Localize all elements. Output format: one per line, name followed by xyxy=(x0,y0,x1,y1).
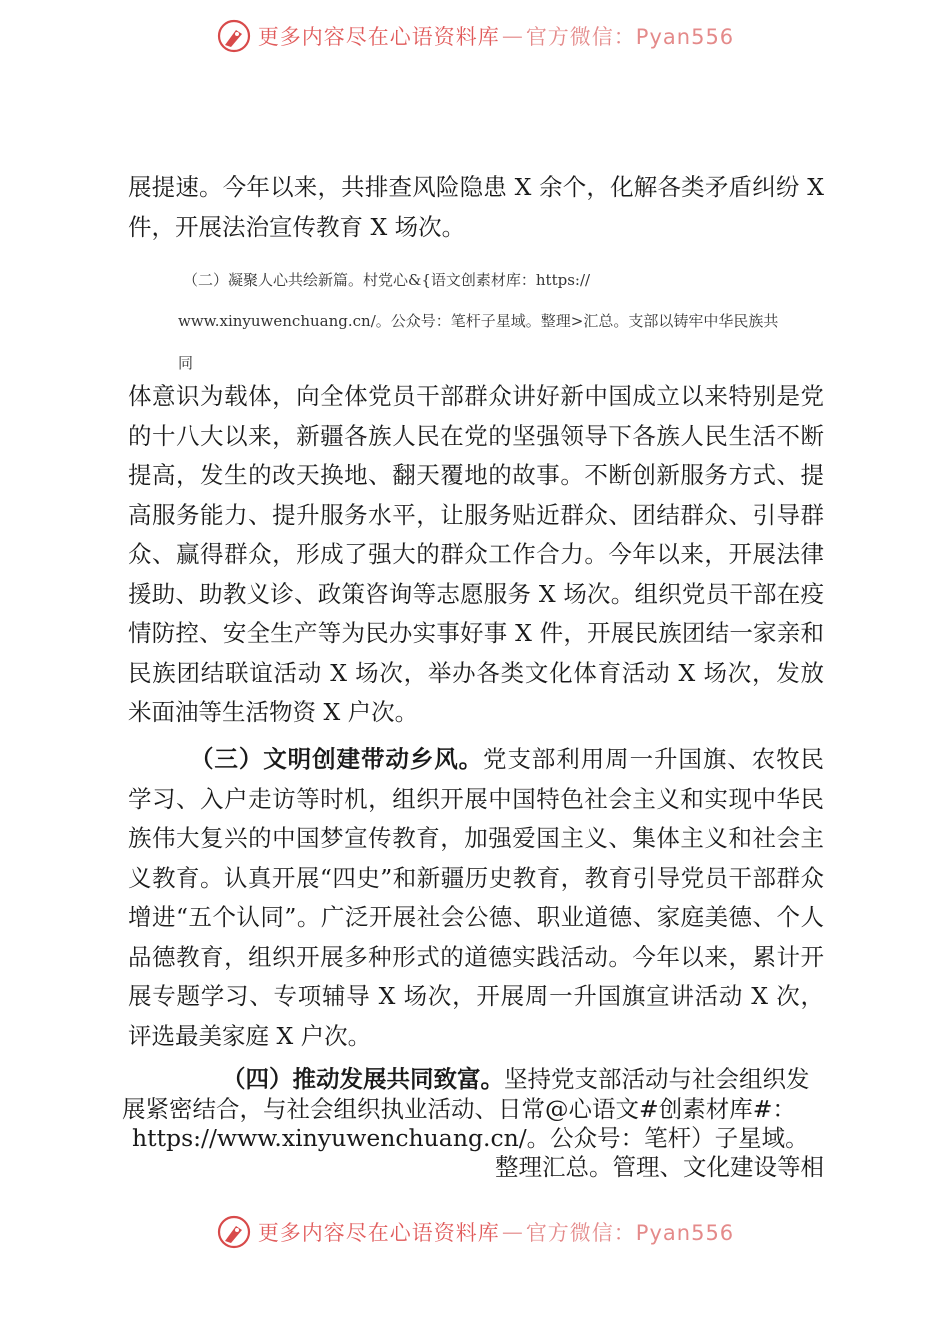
small-line-1: （二）凝聚人心共绘新篇。村党心&{语文创素材库：https:// xyxy=(183,271,591,289)
section-4-line-4: 整理汇总。管理、文化建设等相 xyxy=(495,1153,824,1181)
header-watermark-banner xyxy=(0,16,950,56)
banner-separator: — xyxy=(501,1220,524,1244)
pen-nib-icon xyxy=(216,1214,252,1250)
paragraph-3 xyxy=(128,740,824,1056)
section-3-body: 党支部利用周一升国旗、农牧民学习、入户走访等时机，组织开展中国特色社会主义和实现中华民族伟大复兴的中国梦宣传教育，加强爱国主义、集体主义和社会主义教育。认真开展“四史”和新疆历史教育，教育引导党员干部群众增进“五个认同”。广泛开展社会公德、职业道德、家庭美德、个人品德教育，组织开展多种形式的道德实践活动。今年以来，累计开展专题学习、专项辅导 X 场次，开展周一升国旗宣讲活动 X 次，评选最美家庭 X 户次。 xyxy=(128,745,825,1050)
section-4-line-1-text: 坚持党支部活动与社会组织发 xyxy=(504,1065,810,1093)
banner-separator: — xyxy=(501,24,524,48)
section-4-line-2: 展紧密结合，与社会组织执业活动、日常@心语文#创素材库#： xyxy=(122,1095,796,1123)
pen-nib-icon xyxy=(216,18,252,54)
paragraph-4 xyxy=(122,1064,824,1182)
section-4-line-1 xyxy=(122,1064,824,1095)
section-3-heading: （三）文明创建带动乡风。 xyxy=(190,745,484,773)
banner-wechat: 官方微信：Pyan556 xyxy=(525,1221,735,1245)
small-line-3: 同 xyxy=(178,354,194,372)
section-4-heading: （四）推动发展共同致富。 xyxy=(222,1065,504,1093)
paragraph-2: 体意识为载体，向全体党员干部群众讲好新中国成立以来特别是党的十八大以来，新疆各族人民在党的坚强领导下各族人民生活不断提高，发生的改天换地、翻天覆地的故事。不断创新服务方式、提高服务能力、提升服务水平，让服务贴近群众、团结群众、引导群众、赢得群众，形成了强大的群众工作合力。今年以来，开展法律援助、助教义诊、政策咨询等志愿服务 X 场次。组织党员干部在疫情防控、安全生产等为民办实事好事 X 件，开展民族团结一家亲和民族团结联谊活动 X 场次，举办各类文化体育活动 X 场次，发放米面油等生活物资 X 户次。 xyxy=(128,382,824,726)
footer-watermark-banner xyxy=(0,1212,950,1252)
paragraph-1: 展提速。今年以来，共排查风险隐患 X 余个，化解各类矛盾纠纷 X 件，开展法治宣传教育 X 场次。 xyxy=(128,173,824,241)
banner-text: 更多内容尽在心语资料库 xyxy=(257,1221,500,1245)
banner-wechat: 官方微信：Pyan556 xyxy=(525,25,735,49)
small-line-2: www.xinyuwenchuang.cn/。公众号：笔杆子星域。整理>汇总。支部以铸牢中华民族共 xyxy=(178,312,779,330)
section-4-line-3: https://www.xinyuwenchuang.cn/。公众号：笔杆）子星域。 xyxy=(132,1124,809,1152)
banner-text: 更多内容尽在心语资料库 xyxy=(257,25,500,49)
